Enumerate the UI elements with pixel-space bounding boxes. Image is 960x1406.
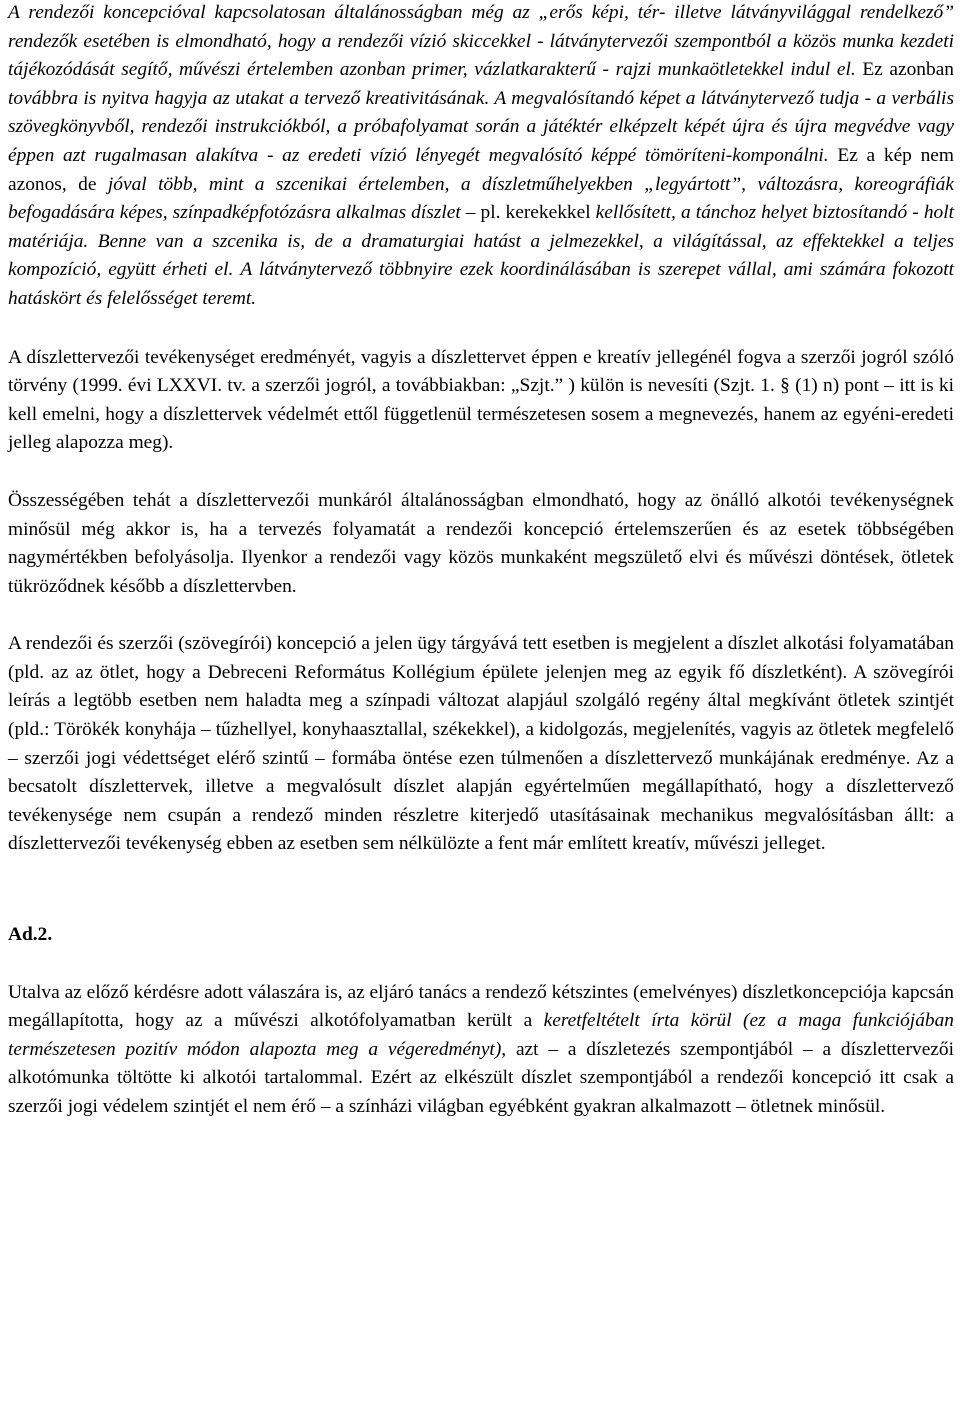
paragraph-1-segment-5: jóval több, mint a szcenikai értelemben, a díszletműhelyekben „legyártott”, változásra, koreográfiák befogadására képes, színpadképfotózásra alkalmas díszlet (8, 173, 954, 224)
paragraph-4: A rendezői és szerzői (szövegírói) koncepció a jelen ügy tárgyává tett esetben is megjelent a díszlet alkotási folyamatában (pld. az az ötlet, hogy a Debreceni Református Kollégium épülete jelenjen meg az egyik fő díszletként). A szövegírói leírás a legtöbb esetben nem haladta meg a színpadi változat alapjául szolgáló regény által megkívánt ötletek szintjét (pld.: Törökék konyhája – tűzhellyel, konyhaasztallal, székekkel), a kidolgozás, megjelenítés, vagyis az ötletek megfelelő – szerzői jogi védettséget elérő szintű – formába öntése ezen túlmenően a díszlettervező munkájának eredménye. Az a becsatolt díszlettervek, illetve a megvalósult díszlet alapján egyértelműen megállapítható, hogy a díszlettervező tevékenysége nem csupán a rendező minden részletre kiterjedő utasításainak mechanikus megvalósításban állt: a díszlettervezői tevékenység ebben az esetben sem nélkülözte a fent már említett kreatív, művészi jelleget. (8, 633, 954, 855)
paragraph-5-segment-3: azt – a díszletezés szempontjából – a díszlettervezői alkotómunka töltötte ki alkotói tartalommal. Ezért az elkészült díszlet szempontjából a rendezői koncepció itt csak a szerzői jogi védelem szintjét el nem érő – a színházi világban egyébként gyakran alkalmazott – ötletnek minősül. (8, 1038, 954, 1117)
document-page (8, 0, 954, 1122)
section-heading: Ad.2. (8, 924, 53, 946)
paragraph-1-segment-6: – pl. kerekekkel (460, 202, 596, 224)
paragraph-1 (8, 0, 954, 314)
paragraph-1-segment-4: Ez a kép nem azonos, de (8, 144, 954, 195)
paragraph-1-segment-9: Benne van a szcenika is, de a dramaturgiai hatást a jelmezekkel, a világítással, az effektekkel a teljes kompozíció, együtt érheti el. (8, 230, 954, 281)
paragraph-1-segment-11: A látványtervező többnyire ezek koordinálásában is szerepet vállal, ami számára fokozott hatáskört és felelősséget teremt. (8, 259, 954, 309)
paragraph-5 (8, 979, 954, 1122)
paragraph-1-segment-2: Ez azonban (855, 59, 955, 81)
paragraph-1-segment-7: kellősített, a tánchoz helyet biztosítandó - holt matériája. (8, 202, 954, 252)
paragraph-1-segment-8 (88, 231, 97, 252)
paragraph-3: Összességében tehát a díszlettervezői munkáról általánosságban elmondható, hogy az önálló alkotói tevékenységnek minősül még akkor is, ha a tervezés folyamatát a rendezői koncepció értelemszerűen és az esetek többségében nagymértékben befolyásolja. Ilyenkor a rendezői vagy közös munkaként megszülető elvi és művészi döntések, ötletek tükröződnek később a díszlettervben. (8, 489, 954, 597)
paragraph-5-segment-1: Utalva az előző kérdésre adott válaszára is, az eljáró tanács a rendező kétszintes (emelvényes) díszletkoncepciója kapcsán megállapította, hogy az a művészi alkotófolyamatban került a (8, 981, 954, 1032)
paragraph-1-segment-3: továbbra is nyitva hagyja az utakat a tervező kreativitásának. A megvalósítandó képet a látványtervező tudja - a verbális szövegkönyvből, rendezői instrukciókból, a próbafolyamat során a játéktér elképzelt képét újra és újra megvédve vagy éppen azt rugalmasan alakítva - az eredeti vízió lényegét megvalósító képpé tömöríteni-komponálni. (8, 87, 954, 166)
paragraph-1-segment-1: A rendezői koncepcióval kapcsolatosan általánosságban még az „erős képi, tér- illetve látványvilággal rendelkező” rendezők esetében is elmondható, hogy a rendezői vízió skiccekkel - látványtervezői szempontból a közös munka kezdeti tájékozódását segítő, művészi értelemben azonban primer, vázlatkarakterű - rajzi munkaötletekkel indul el. (8, 2, 954, 81)
paragraph-5-segment-2: keretfeltételt írta körül (ez a maga funkciójában természetesen pozitív módon alapozta meg a végeredményt), (8, 1010, 954, 1060)
paragraph-2: A díszlettervezői tevékenységet eredményét, vagyis a díszlettervet éppen e kreatív jellegénél fogva a szerzői jogról szóló törvény (1999. évi LXXVI. tv. a szerzői jogról, a továbbiakban: „Szjt.” ) külön is nevesíti (Szjt. 1. § (1) n) pont – itt is ki kell emelni, hogy a díszlettervek védelmét ettől függetlenül természetesen sosem a megnevezés, hanem az egyéni-eredeti jelleg alapozza meg). (8, 346, 954, 454)
